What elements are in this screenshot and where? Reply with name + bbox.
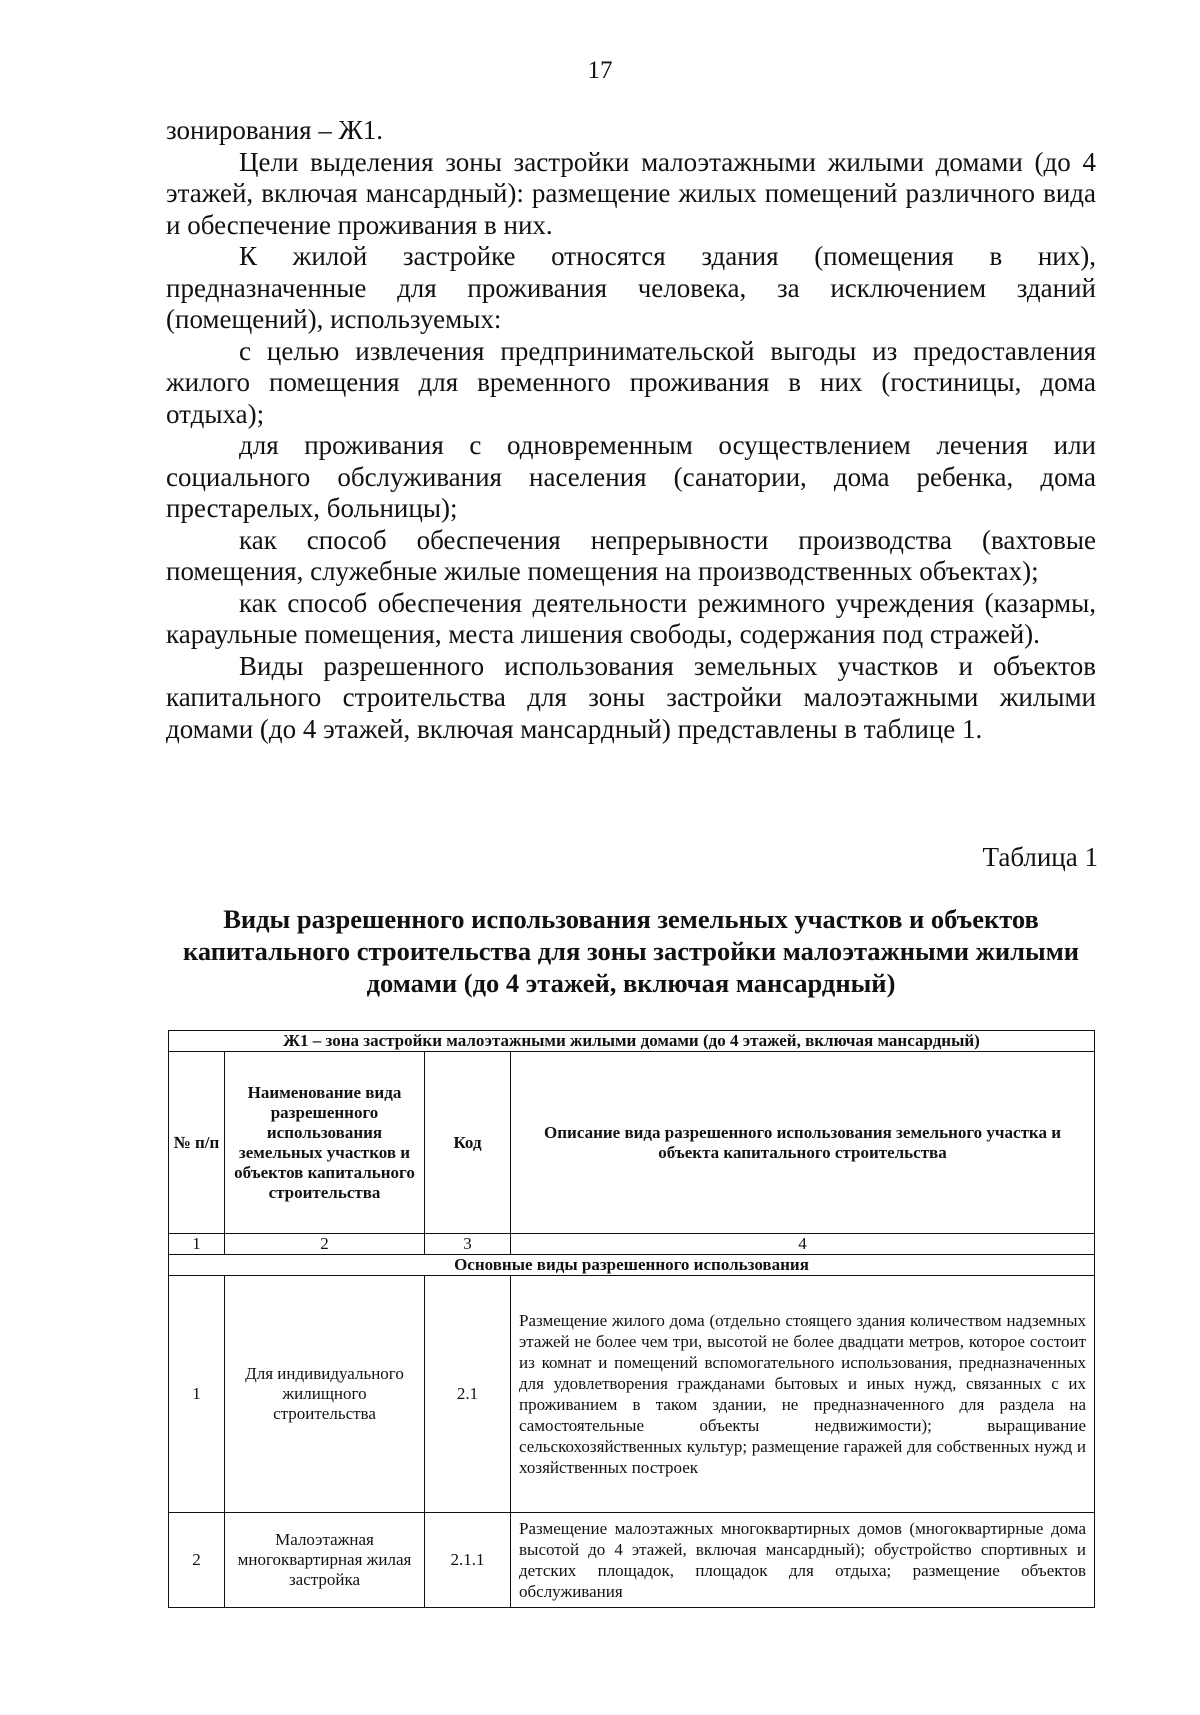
column-number: 2 [225, 1234, 425, 1255]
body-text [166, 115, 1096, 745]
row-name: Для индивидуального жилищного строительства [225, 1276, 425, 1513]
row-description: Размещение жилого дома (отдельно стоящего здания количеством надземных этажей не более чем три, высотой не более двадцати метров, которое состоит из комнат и помещений вспомогательного использования, предназначенных для удовлетворения гражданами бытовых и иных нужд, связанных с их проживанием в таком здании, не предназначенного для раздела на самостоятельные объекты недвижимости); выращивание сельскохозяйственных культур; размещение гаражей для собственных нужд и хозяйственных построек [511, 1276, 1095, 1513]
row-name: Малоэтажная многоквартирная жилая застройка [225, 1513, 425, 1608]
row-code: 2.1.1 [425, 1513, 511, 1608]
row-code: 2.1 [425, 1276, 511, 1513]
row-number: 1 [169, 1276, 225, 1513]
row-description: Размещение малоэтажных многоквартирных домов (многоквартирные дома высотой до 4 этажей, включая мансардный); обустройство спортивных и детских площадок, площадок для отдыха; размещение объектов обслуживания [511, 1513, 1095, 1608]
paragraph: Цели выделения зоны застройки малоэтажными жилыми домами (до 4 этажей, включая мансардный): размещение жилых помещений различного вида и обеспечение проживания в них. [166, 146, 1096, 240]
column-header-name: Наименование вида разрешенного использования земельных участков и объектов капитального строительства [225, 1052, 425, 1234]
column-header-number: № п/п [169, 1052, 225, 1234]
paragraph: К жилой застройке относятся здания (помещения в них), предназначенные для проживания человека, за исключением зданий (помещений), используемых: [166, 241, 1096, 334]
page-number: 17 [587, 57, 613, 84]
paragraph: с целью извлечения предпринимательской выгоды из предоставления жилого помещения для временного проживания в них (гостиницы, дома отдыха); [166, 335, 1096, 429]
column-number: 3 [425, 1234, 511, 1255]
table-title: Виды разрешенного использования земельных участков и объектов капитального строительства для зоны застройки малоэтажными жилыми домами (до 4 этажей, включая мансардный) [182, 904, 1080, 998]
row-number: 2 [169, 1513, 225, 1608]
paragraph: для проживания с одновременным осуществлением лечения или социального обслуживания населения (санатории, дома ребенка, дома престарелых, больницы); [166, 430, 1096, 523]
section-title: Основные виды разрешенного использования [169, 1255, 1095, 1276]
column-number: 4 [511, 1234, 1095, 1255]
section-row [169, 1255, 1095, 1276]
column-number: 1 [169, 1234, 225, 1255]
column-number-row [169, 1234, 1095, 1255]
paragraph: зонирования – Ж1. [166, 115, 384, 145]
column-header-row [169, 1052, 1095, 1234]
table-row [169, 1513, 1095, 1608]
paragraph: как способ обеспечения деятельности режимного учреждения (казармы, караульные помещения, места лишения свободы, содержания под стражей). [166, 587, 1096, 649]
land-use-table [168, 1030, 1095, 1608]
zone-header-row [169, 1031, 1095, 1052]
paragraph: как способ обеспечения непрерывности производства (вахтовые помещения, служебные жилые помещения на производственных объектах); [166, 524, 1096, 586]
paragraph: Виды разрешенного использования земельных участков и объектов капитального строительства для зоны застройки малоэтажными жилыми домами (до 4 этажей, включая мансардный) представлены в таблице 1. [166, 650, 1096, 744]
table-label: Таблица 1 [982, 842, 1098, 872]
zone-header: Ж1 – зона застройки малоэтажными жилыми домами (до 4 этажей, включая мансардный) [169, 1031, 1095, 1052]
column-header-code: Код [425, 1052, 511, 1234]
column-header-description: Описание вида разрешенного использования земельного участка и объекта капитального строительства [511, 1052, 1095, 1234]
table-row [169, 1276, 1095, 1513]
